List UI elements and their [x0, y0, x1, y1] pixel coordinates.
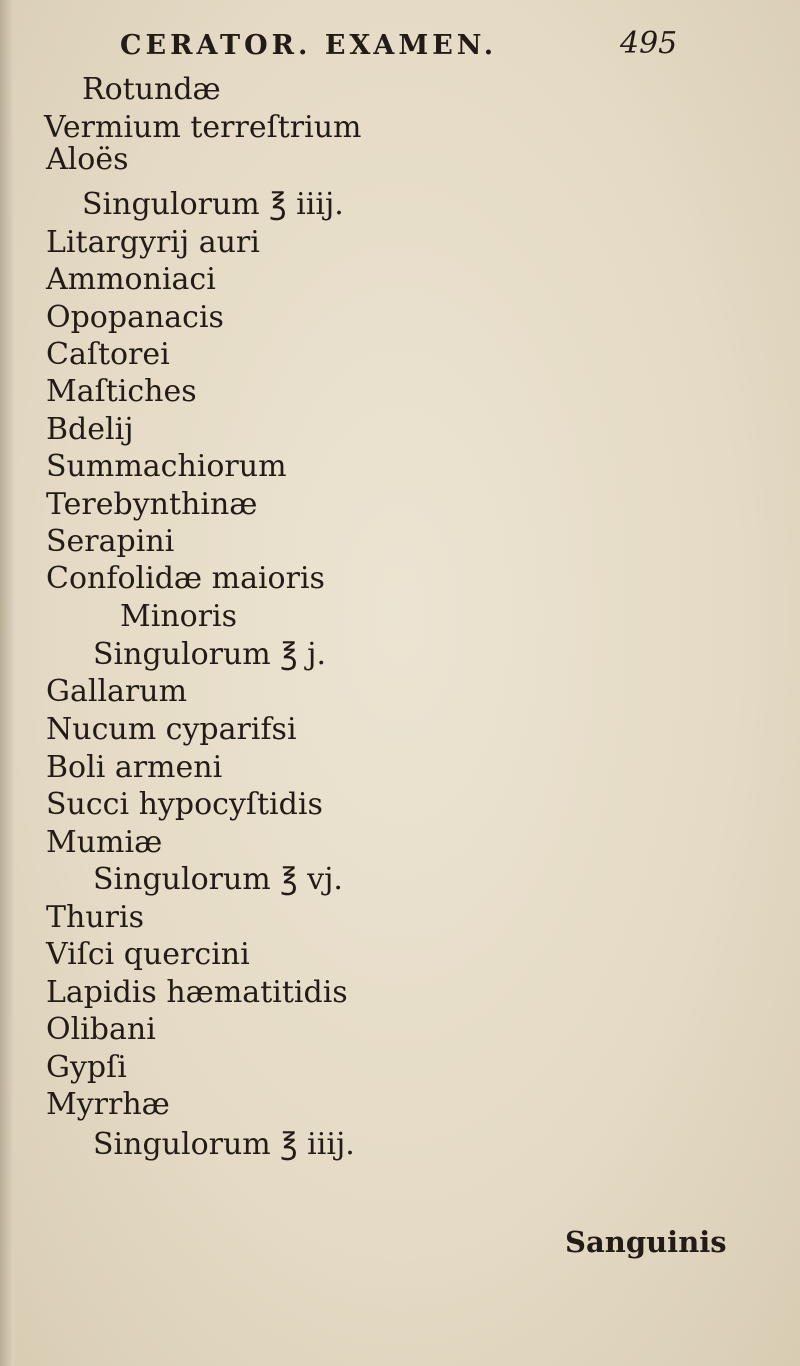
- page-number: 495: [620, 26, 678, 61]
- text-line: Opopanacis: [46, 300, 224, 335]
- text-line: Nucum cyparifsi: [46, 712, 297, 747]
- text-line: Summachiorum: [46, 449, 287, 484]
- catchword: Sanguinis: [565, 1225, 727, 1259]
- text-line: Bdelij: [46, 412, 134, 447]
- text-line: Caſtorei: [46, 337, 170, 372]
- text-line: Litargyrij auri: [46, 225, 260, 260]
- text-line: Mumiæ: [46, 825, 163, 860]
- text-line: Singulorum ℥ iiij.: [93, 1127, 355, 1162]
- text-line: Singulorum ℥ vj.: [93, 862, 343, 897]
- text-line: Terebynthinæ: [46, 487, 258, 522]
- text-line: Rotundæ: [82, 72, 221, 107]
- running-head: CERATOR. EXAMEN.: [120, 30, 498, 61]
- text-line: Thuris: [46, 900, 144, 935]
- text-line: Olibani: [46, 1012, 156, 1047]
- text-line: Gallarum: [46, 674, 188, 709]
- text-line: Minoris: [120, 599, 238, 634]
- text-line: Confolidæ maioris: [46, 561, 325, 596]
- text-line: Gypſi: [46, 1050, 127, 1085]
- text-line: Serapini: [46, 524, 175, 559]
- text-line: Singulorum ℥ j.: [93, 637, 326, 672]
- text-line: Myrrhæ: [46, 1087, 170, 1122]
- text-line: Vermium terreſtrium: [44, 110, 362, 145]
- text-line: Boli armeni: [46, 750, 223, 785]
- text-line: Maſtiches: [46, 374, 197, 409]
- text-line: Singulorum ℥ iiij.: [82, 187, 344, 222]
- text-line: Lapidis hæmatitidis: [46, 975, 348, 1010]
- text-line: Ammoniaci: [46, 262, 216, 297]
- text-line: Viſci quercini: [46, 937, 250, 972]
- text-line: Aloës: [46, 142, 129, 177]
- text-line: Succi hypocyſtidis: [46, 787, 323, 822]
